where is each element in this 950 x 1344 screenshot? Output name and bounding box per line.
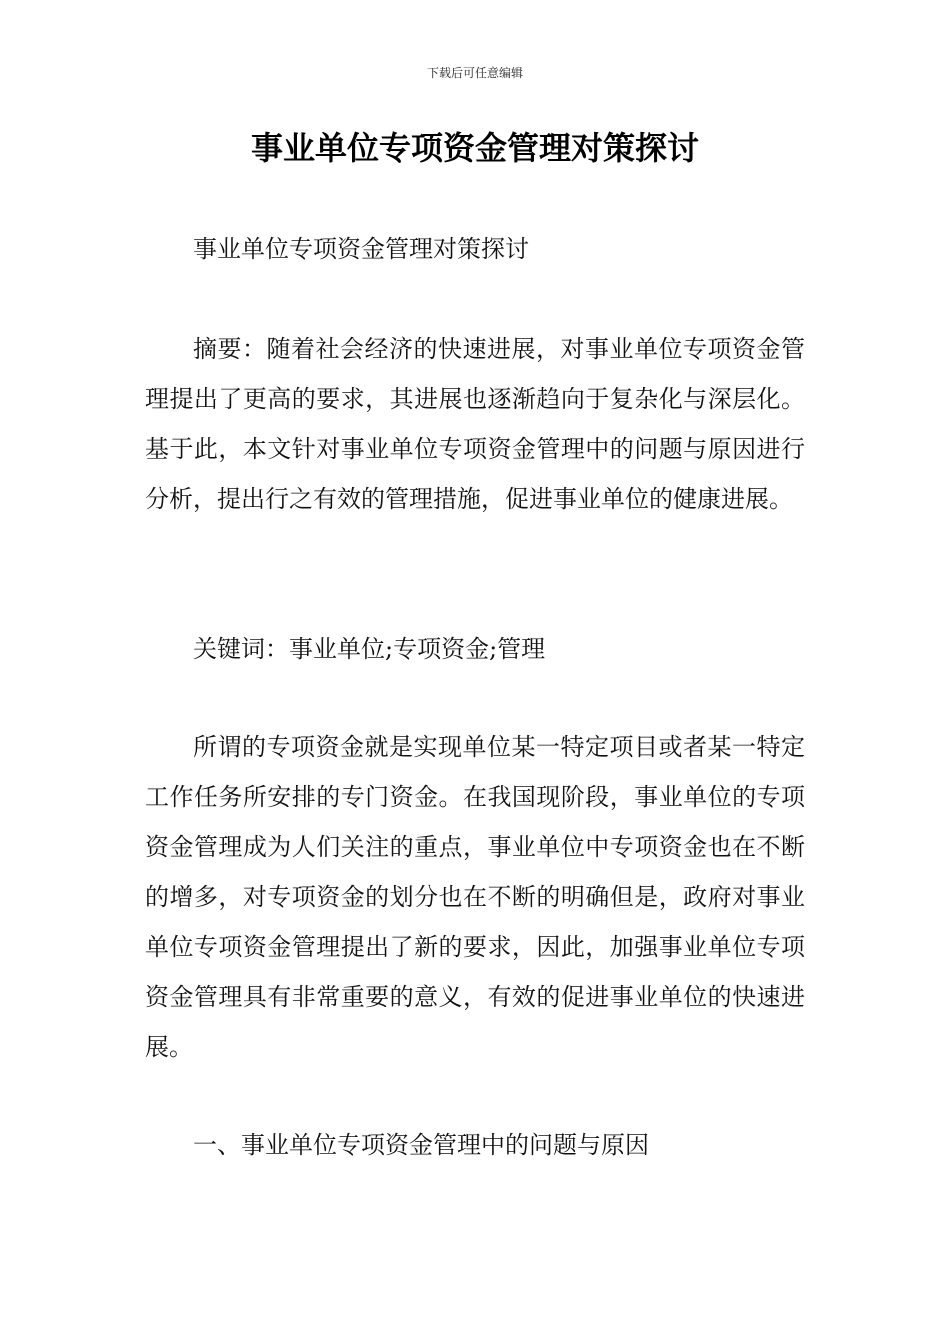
document-subtitle: 事业单位专项资金管理对策探讨 (193, 235, 529, 263)
document-title: 事业单位专项资金管理对策探讨 (250, 129, 699, 167)
keywords-paragraph: 关键词：事业单位;专项资金;管理 (193, 635, 546, 663)
abstract-paragraph: 摘要：随着社会经济的快速进展，对事业单位专项资金管理提出了更高的要求，其进展也逐渐趋向于复杂化与深层化。基于此，本文针对事业单位专项资金管理中的问题与原因进行分析，提出行之有效的管理措施，促进事业单位的健康进展。 (145, 335, 805, 513)
header-note: 下载后可任意编辑 (426, 66, 523, 80)
intro-paragraph: 所谓的专项资金就是实现单位某一特定项目或者某一特定工作任务所安排的专门资金。在我国现阶段，事业单位的专项资金管理成为人们关注的重点，事业单位中专项资金也在不断的增多，对专项资金的划分也在不断的明确但是，政府对事业单位专项资金管理提出了新的要求，因此，加强事业单位专项资金管理具有非常重要的意义，有效的促进事业单位的快速进展。 (145, 733, 805, 1061)
section-heading-1: 一、事业单位专项资金管理中的问题与原因 (193, 1131, 649, 1159)
